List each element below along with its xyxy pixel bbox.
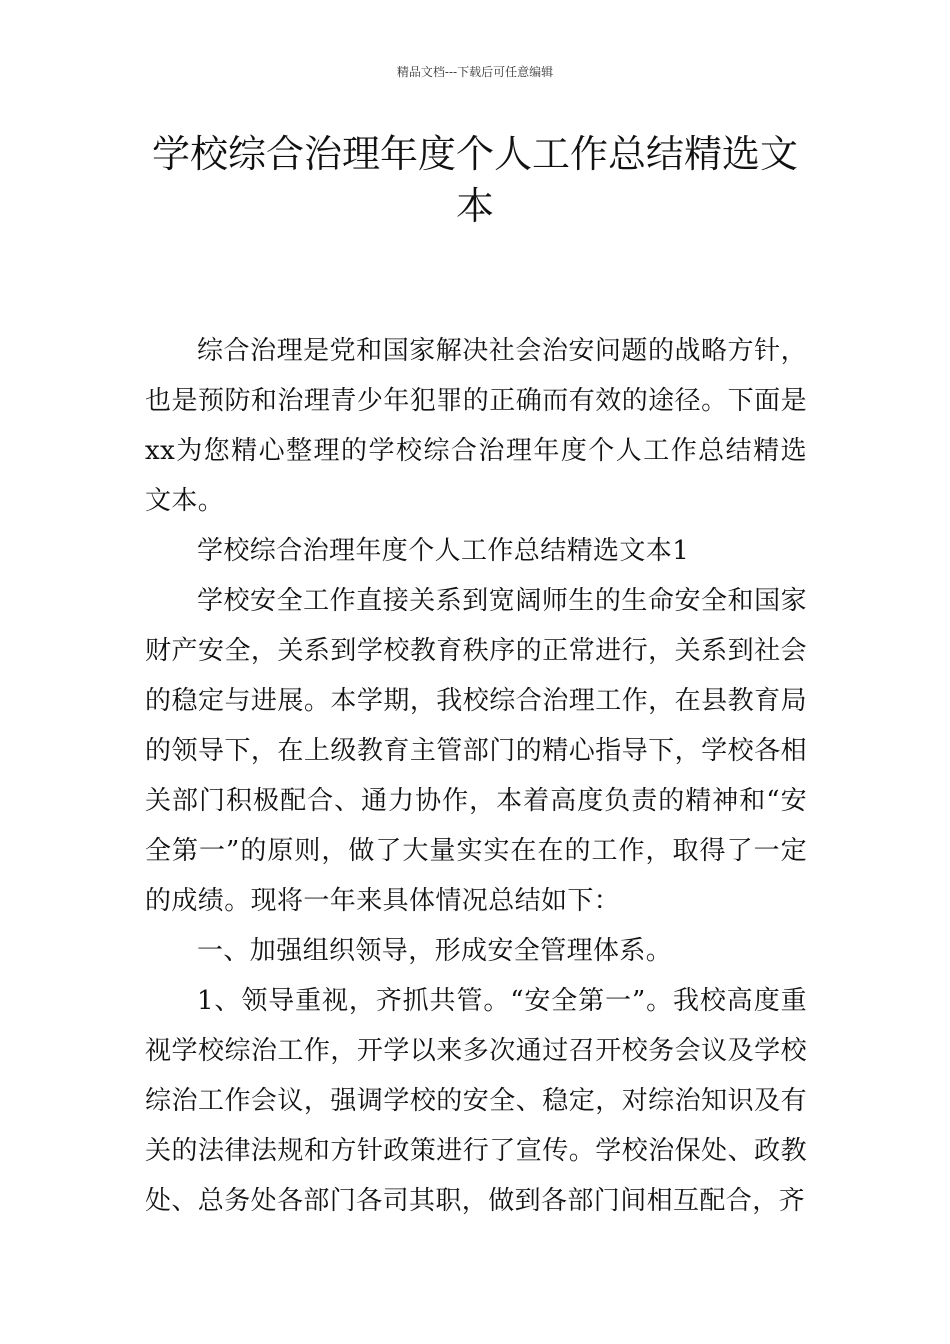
body-paragraph: 1、领导重视，齐抓共管。“安全第一”。我校高度重视学校综治工作，开学以来多次通过召开校务会议及学校综治工作会议，强调学校的安全、稳定，对综治知识及有关的法律法规和方针政策进行了宣传。学校治保处、政教处、总务处各部门各司其职，做到各部门间相互配合，齐 bbox=[145, 986, 807, 1216]
section-heading: 学校综合治理年度个人工作总结精选文本1 bbox=[197, 536, 690, 566]
document-title: 学校综合治理年度个人工作总结精选文本 bbox=[151, 132, 798, 228]
intro-paragraph: 综合治理是党和国家解决社会治安问题的战略方针，也是预防和治理青少年犯罪的正确而有效的途径。下面是xx为您精心整理的学校综合治理年度个人工作总结精选文本。 bbox=[145, 336, 807, 516]
document-body bbox=[145, 326, 807, 1226]
body-paragraph: 学校安全工作直接关系到宽阔师生的生命安全和国家财产安全，关系到学校教育秩序的正常进行，关系到社会的稳定与进展。本学期，我校综合治理工作，在县教育局的领导下，在上级教育主管部门的精心指导下，学校各相关部门积极配合、通力协作，本着高度负责的精神和“安全第一”的原则，做了大量实实在在的工作，取得了一定的成绩。现将一年来具体情况总结如下： bbox=[145, 586, 807, 916]
header-note: 精品文档---下载后可任意编辑 bbox=[396, 65, 554, 79]
subsection-heading: 一、加强组织领导，形成安全管理体系。 bbox=[197, 936, 673, 966]
